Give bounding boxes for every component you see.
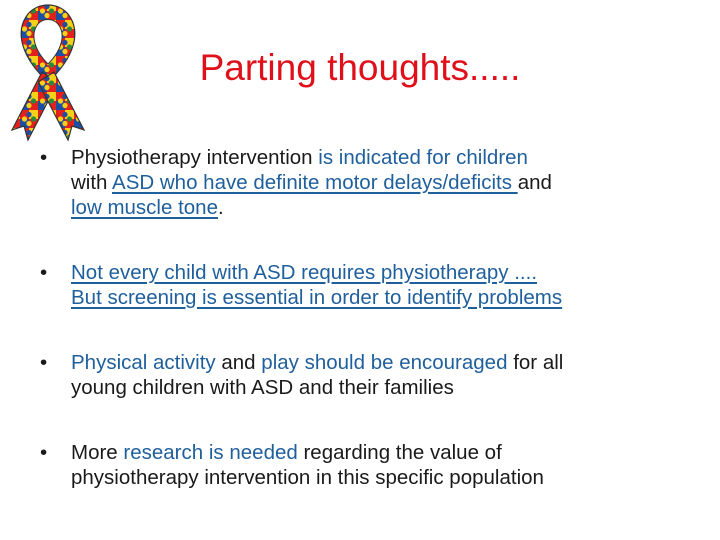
highlighted-text: play should be encouraged [261,351,508,374]
bullet-more-research [40,440,690,490]
bullet-dot: • [40,351,48,374]
bullet-physical-activity [40,350,690,400]
text-segment: and [215,351,262,374]
bullet-line [71,350,690,375]
bullet-line [71,145,690,170]
bullet-line: young children with ASD and their families [71,376,454,399]
text-segment: for all [507,351,564,374]
bullet-dot: • [40,146,48,169]
text-segment: More [71,441,124,464]
slide-title: Parting thoughts..... [199,47,521,88]
highlighted-text: Physical activity [71,351,216,374]
bullet-line: physiotherapy intervention in this specific population [71,466,544,489]
underlined-highlighted-text: Not every child with ASD requires physiotherapy .... [71,261,538,284]
text-segment: and [517,171,552,194]
text-segment: regarding the value of [297,441,502,464]
underlined-highlighted-text: low muscle tone [71,196,218,219]
underlined-highlighted-text: But screening is essential in order to identify problems [71,286,563,309]
bullet-line [71,195,690,220]
bullet-list [40,145,690,490]
text-segment: Physiotherapy intervention [71,146,319,169]
bullet-screening [40,260,690,310]
bullet-dot: • [40,261,48,284]
underlined-highlighted-text: ASD who have definite motor delays/deficits [112,171,518,194]
bullet-line [71,170,690,195]
bullet-dot: • [40,441,48,464]
text-segment: . [217,196,224,219]
highlighted-text: is indicated for children [318,146,528,169]
bullet-line [71,440,690,465]
highlighted-text: research is needed [123,441,298,464]
bullet-physiotherapy-intervention [40,145,690,220]
text-segment: with [71,171,113,194]
